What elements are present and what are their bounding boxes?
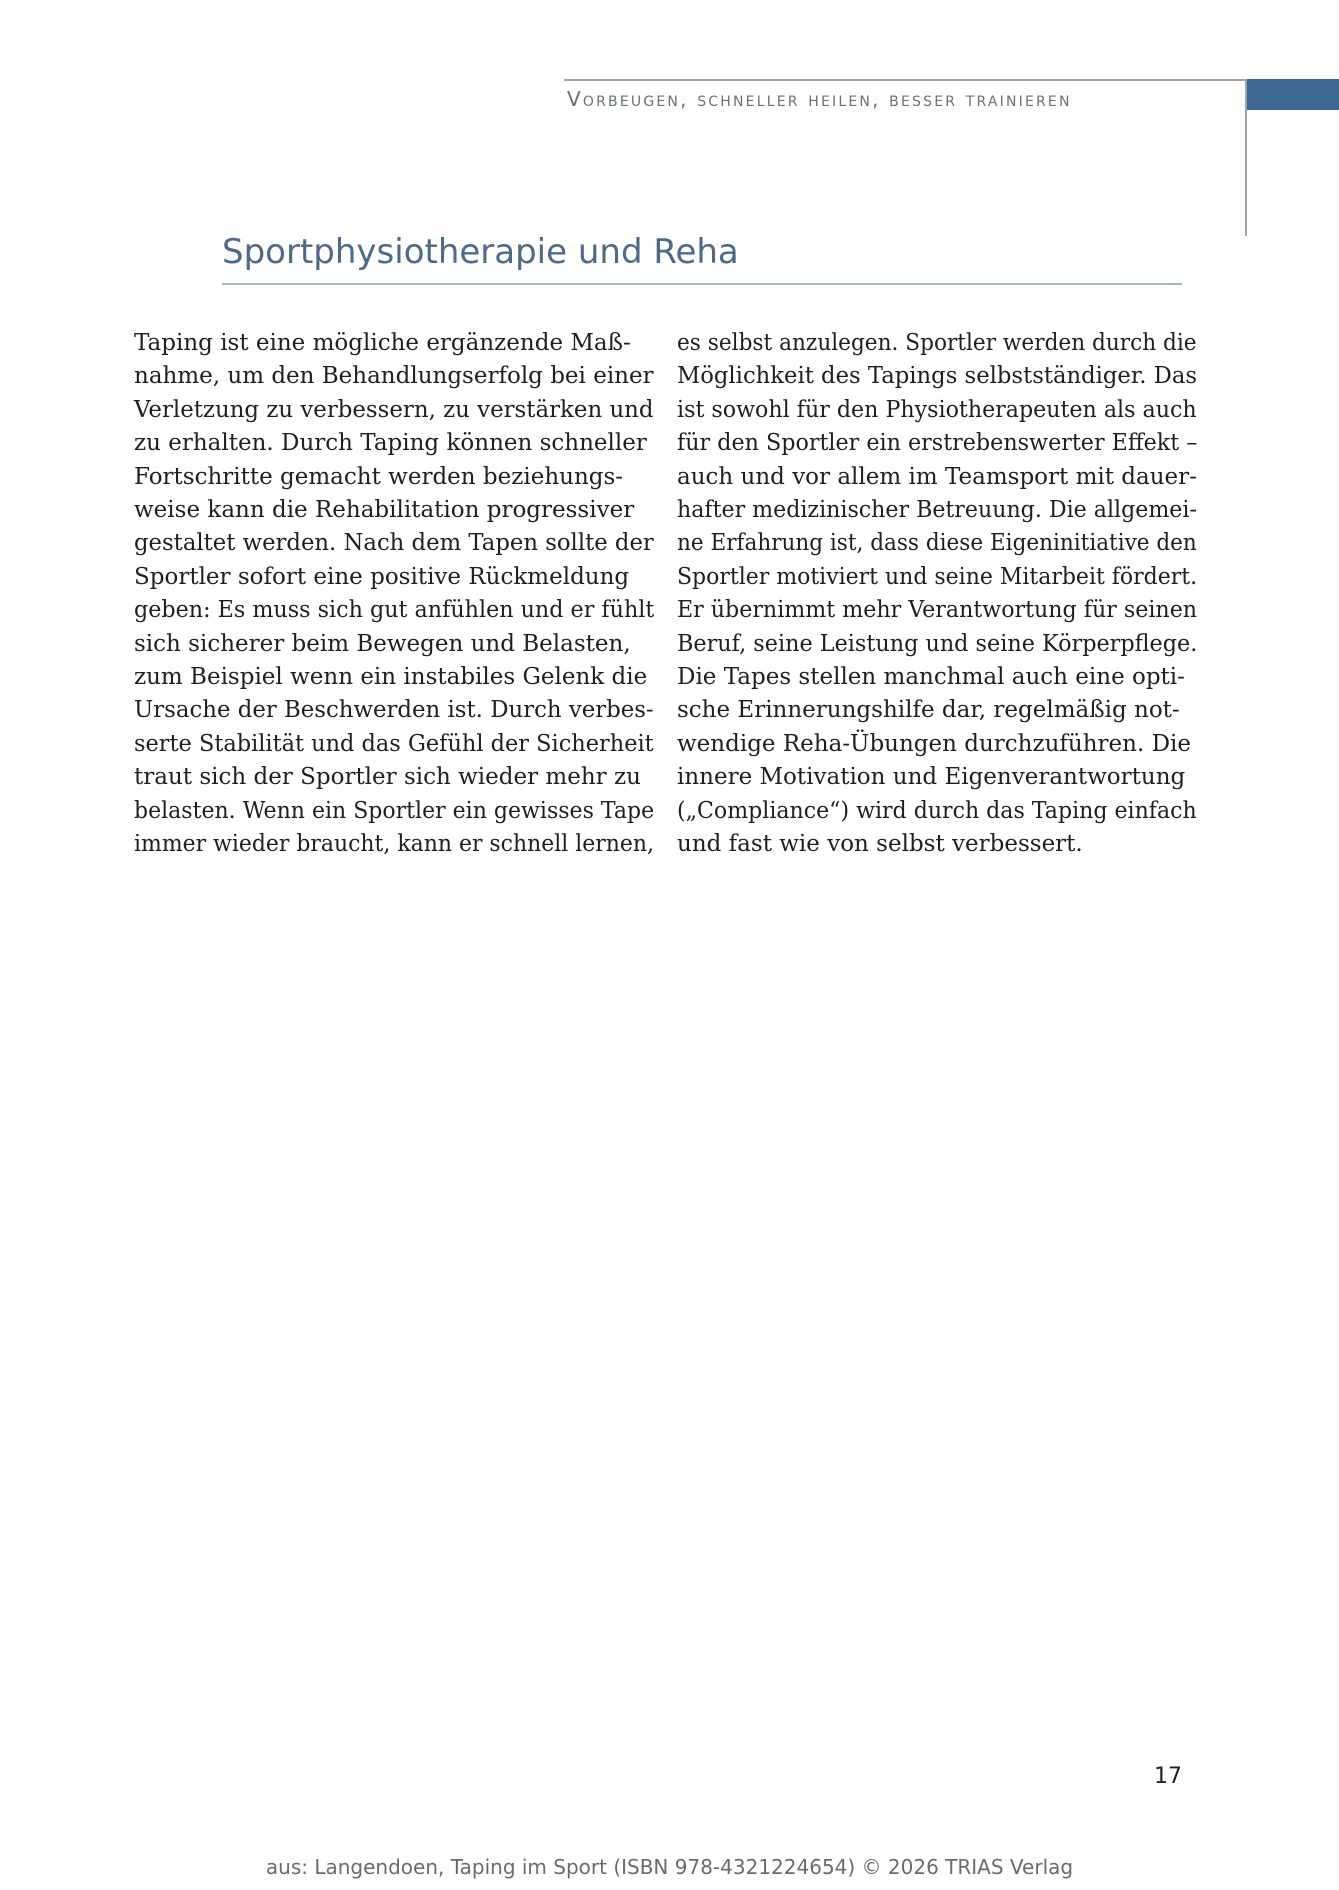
text-line: wendige Reha-Übungen durchzuführen. Die bbox=[677, 730, 1191, 757]
footer-credit: aus: Langendoen, Taping im Sport (ISBN 978-4321224654) © 2026 TRIAS Verlag bbox=[265, 1855, 1074, 1879]
text-line: ist sowohl für den Physiotherapeuten als auch bbox=[677, 396, 1197, 423]
section-title: Sportphysiotherapie und Reha bbox=[222, 232, 739, 272]
text-line: immer wieder braucht, kann er schnell lernen, bbox=[134, 831, 654, 858]
text-line: Die Tapes stellen manchmal auch eine opti- bbox=[677, 664, 1185, 691]
header-accent-block bbox=[1245, 79, 1339, 110]
text-line: nahme, um den Behandlungserfolg bei einer bbox=[134, 363, 654, 390]
text-line: Er übernimmt mehr Verantwortung für seinen bbox=[677, 597, 1198, 624]
text-line: Sportler motiviert und seine Mitarbeit fördert. bbox=[677, 563, 1198, 590]
text-line: Verletzung zu verbessern, zu verstärken und bbox=[134, 396, 654, 423]
text-line: traut sich der Sportler sich wieder mehr zu bbox=[134, 764, 641, 791]
text-line: Ursache der Beschwerden ist. Durch verbes- bbox=[134, 697, 654, 724]
text-line: sche Erinnerungshilfe dar, regelmäßig not- bbox=[677, 697, 1180, 724]
text-line: zum Beispiel wenn ein instabiles Gelenk die bbox=[134, 664, 648, 691]
text-line: ne Erfahrung ist, dass diese Eigeninitiative den bbox=[677, 530, 1197, 557]
text-line: Sportler sofort eine positive Rückmeldung bbox=[134, 563, 630, 590]
running-head: Vorbeugen, schneller heilen, besser trainieren bbox=[567, 87, 1072, 111]
text-line: sich sicherer beim Bewegen und Belasten, bbox=[134, 630, 631, 657]
text-line: belasten. Wenn ein Sportler ein gewisses Tape bbox=[134, 797, 655, 824]
text-line: Beruf, seine Leistung und seine Körperpflege. bbox=[677, 630, 1198, 657]
text-line: für den Sportler ein erstrebenswerter Effekt – bbox=[677, 430, 1198, 457]
text-line: hafter medizinischer Betreuung. Die allgemei- bbox=[677, 497, 1197, 524]
body-column-left bbox=[134, 327, 654, 862]
text-line: es selbst anzulegen. Sportler werden durch die bbox=[677, 330, 1197, 356]
section-title-rule bbox=[222, 283, 1182, 285]
text-line: Taping ist eine mögliche ergänzende Maß- bbox=[134, 330, 631, 356]
text-line: und fast wie von selbst verbessert. bbox=[677, 831, 1083, 858]
text-line: innere Motivation und Eigenverantwortung bbox=[677, 764, 1186, 791]
text-line: geben: Es muss sich gut anfühlen und er fühlt bbox=[134, 597, 655, 624]
text-line: Fortschritte gemacht werden beziehungs- bbox=[134, 463, 624, 490]
body-column-right bbox=[677, 327, 1197, 862]
text-line: auch und vor allem im Teamsport mit dauer- bbox=[677, 463, 1197, 490]
header-accent-vertical-rule bbox=[1245, 79, 1247, 236]
text-line: Möglichkeit des Tapings selbstständiger. Das bbox=[677, 363, 1198, 390]
text-line: gestaltet werden. Nach dem Tapen sollte der bbox=[134, 530, 654, 557]
header-rule bbox=[564, 79, 1246, 81]
text-line: weise kann die Rehabilitation progressiver bbox=[134, 497, 635, 524]
page-number: 17 bbox=[1154, 1764, 1182, 1789]
text-line: serte Stabilität und das Gefühl der Sicherheit bbox=[134, 730, 654, 757]
text-line: zu erhalten. Durch Taping können schneller bbox=[134, 430, 647, 457]
text-line: („Compliance“) wird durch das Taping einfach bbox=[677, 797, 1197, 824]
